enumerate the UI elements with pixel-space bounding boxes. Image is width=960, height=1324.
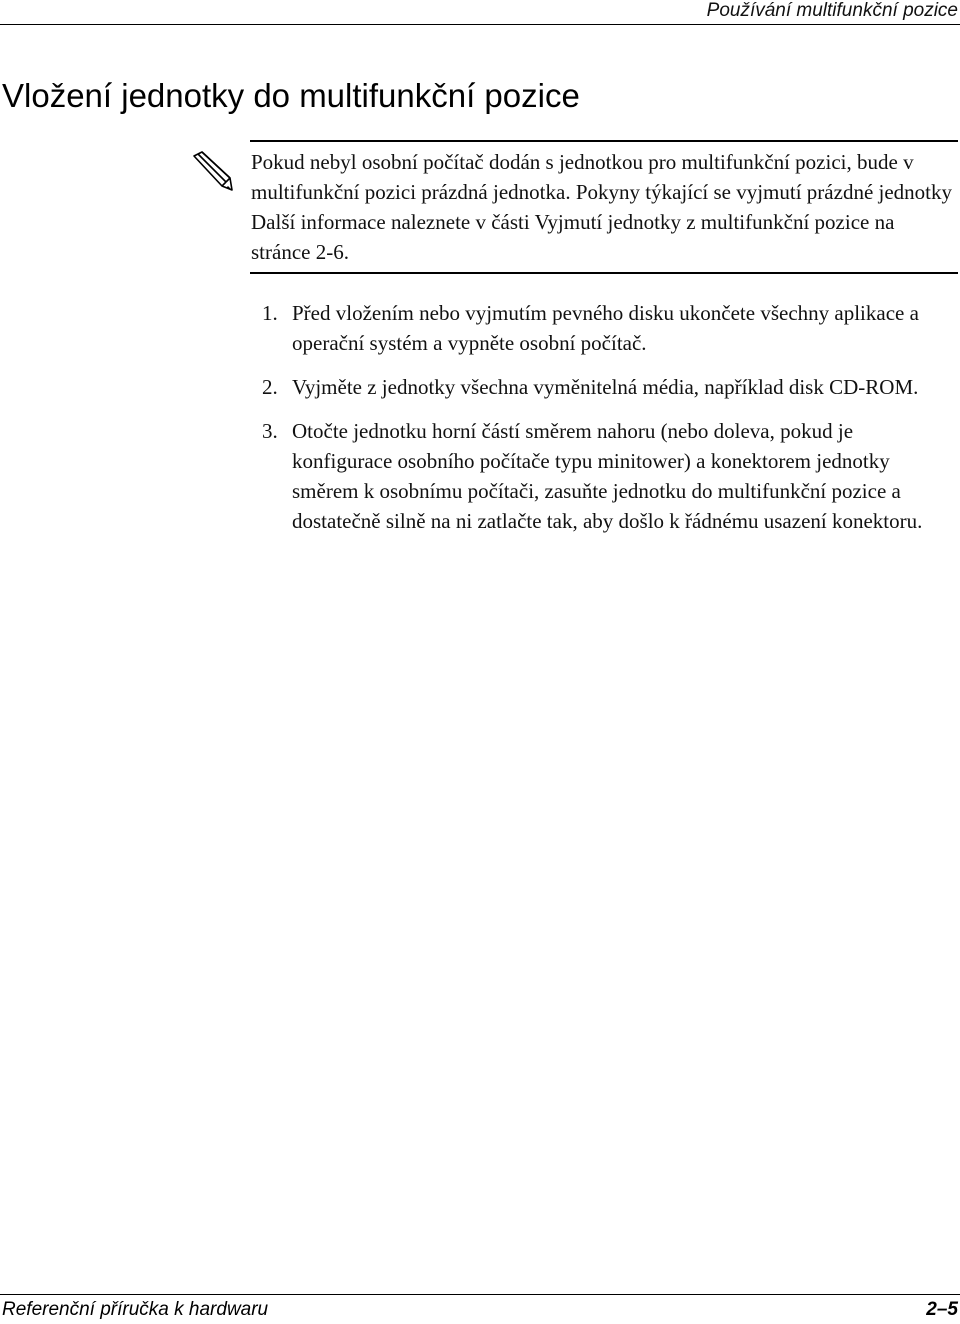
page-title: Vložení jednotky do multifunkční pozice <box>2 77 580 114</box>
step-text: Otočte jednotku horní částí směrem nahoru (nebo doleva, pokud je konfigurace osobního počítače typu minitower) a konektorem jednotky směrem k osobnímu počítači, zasuňte jednotku do multifunkční pozice a dostatečně silně na ni zatlačte tak, aby došlo k řádnému usazení konektoru. <box>292 419 923 533</box>
step-text: Vyjměte z jednotky všechna vyměnitelná média, například disk CD-ROM. <box>292 375 919 399</box>
header-rule <box>0 24 960 25</box>
step-number: 2. <box>262 375 278 399</box>
note-top-rule <box>250 140 958 142</box>
footer-page-number: 2–5 <box>926 1299 958 1320</box>
running-header: Používání multifunkční pozice <box>706 0 958 21</box>
step-text: Před vložením nebo vyjmutím pevného disku ukončete všechny aplikace a operační systém a vypněte osobní počítač. <box>292 301 919 355</box>
footer-manual-title: Referenční příručka k hardwaru <box>2 1299 269 1320</box>
list-item <box>262 372 952 402</box>
pencil-icon <box>190 150 236 196</box>
step-number: 3. <box>262 419 278 443</box>
step-number: 1. <box>262 301 278 325</box>
note-text: Pokud nebyl osobní počítač dodán s jednotkou pro multifunkční pozici, bude v multifunkční pozici prázdná jednotka. Pokyny týkající se vyjmutí prázdné jednotky Další informace naleznete v části Vyjmutí jednotky z multifunkční pozice na stránce 2-6. <box>251 150 952 264</box>
steps-list <box>262 298 952 550</box>
note-bottom-rule <box>250 272 958 274</box>
footer-rule <box>0 1294 960 1295</box>
list-item <box>262 416 952 536</box>
list-item <box>262 298 952 358</box>
